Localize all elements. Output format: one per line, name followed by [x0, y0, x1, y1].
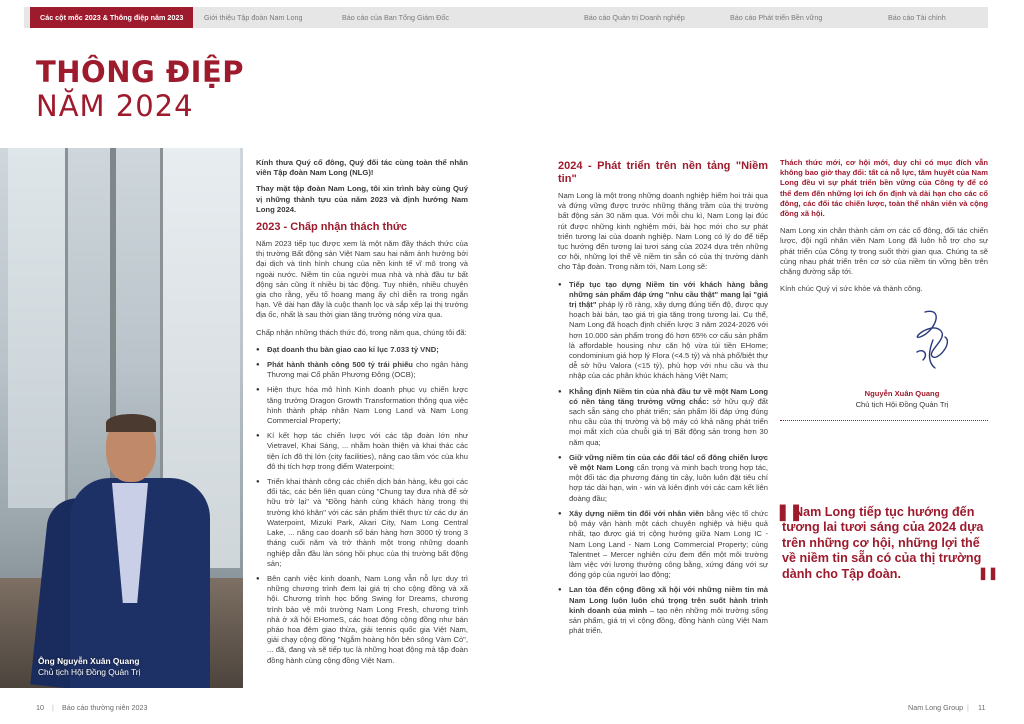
list-item: ● Bên cạnh việc kinh doanh, Nam Long vẫn nỗ lực duy trì những chương trình đem lại giá trị cho cộng đồng và xã hội. Chương trình học bổng Swing for Dreams, chương trình bảo vệ môi trường Nam Long Fresh, chương trình nhà ở xã hội EHomeS, các hoạt động cộng đồng như bán pháo hoa đêm giao thừa, giải tennis quốc gia Việt Nam, giải chạy cộng đồng "Ngắm hoàng hôn bên sông Vàm Cỏ", ... đã, đang và sẽ tiếp tục là những hoạt động mà tập đoàn đồng hành cùng cộng đồng Việt Nam. [256, 574, 468, 666]
footer-left-page-number: 10 [36, 703, 44, 712]
chairman-photo [0, 148, 243, 688]
signature-image [905, 302, 965, 372]
signer-role: Chủ tịch Hội Đồng Quản Trị [855, 400, 949, 409]
nav-item-financial-report[interactable]: Báo cáo Tài chính [888, 13, 946, 22]
list-item: ● Triển khai thành công các chiến dịch bán hàng, kêu gọi các đối tác, các bên liên quan cùng "Chung tay đưa nhà để sở hữu trở lại" và "Đồng hành cùng khách hàng trong thị trường khó khăn" với các sản phẩm thiết thực từ các dự án Waterpoint, Mizuki Park, Akari City, Nam Long Central Lake, ... nâng cao doanh số bán hàng hơn 3000 tỷ trong 3 tháng cuối năm và trở thành một trong những doanh nghiệp dẫn đầu làn sóng hồi phục của thị trường bất động sản; [256, 477, 468, 569]
quote-close-mark: ❚❚ [978, 566, 999, 580]
nav-item-sustainability-report[interactable]: Báo cáo Phát triển Bền vững [730, 13, 823, 22]
paragraph-2023-lead: Chấp nhận những thách thức đó, trong năm qua, chúng tôi đã: [256, 327, 467, 337]
page-title: THÔNG ĐIỆP [36, 55, 245, 89]
column-left [256, 158, 468, 671]
list-item: ● Giữ vững niềm tin của các đối tác/ cổ đông chiến lược về một Nam Long cẩn trọng và minh bạch trong hợp tác, một đối tác địa phương đáng tin cậy, luôn luôn đặt tiêu chí hợp tác dài hạn, win - win và kiên định với các cam kết liên đoàng đầu; [558, 453, 768, 504]
list-item: ● Xây dựng niềm tin đối với nhân viên bằng việc tổ chức bộ máy vận hành một cách chuyên nghiệp và hiệu quả nhất, tạo được giá trị cộng hưởng giữa Nam Long IC - Nam Long Land - Nam Long Commercial Property; cùng Talentnet – Mercer nghiên cứu đem đến một môi trường làm việc với lương thưởng công bằng, xứng đáng với sự đóng góp của người lao động; [558, 509, 768, 580]
paragraph-2024-context: Nam Long là một trong những doanh nghiệp hiếm hoi trải qua và đứng vững được trước những thăng trầm của thị trường bất động sản 30 năm qua. Với mỗi chu kì, Nam Long lại đúc rút được những kinh nghiệm mới, bài học mới cho sự phát triển tương lai của doanh nghiệp. Nam Long có lý do để tiếp tục hướng đến tương lai tươi sáng của 2024 dựa trên những cơ hội, những lợi thế về niềm tin sẵn có của thị trường dành cho Tập đoàn. Trong năm tới, Nam Long sẽ: [558, 191, 768, 272]
signer-block [840, 388, 964, 410]
nav-item-governance-report[interactable]: Báo cáo Quản trị Doanh nghiệp [584, 13, 685, 22]
footer-right-label: Nam Long Group [908, 703, 964, 712]
wishes-paragraph: Kính chúc Quý vị sức khỏe và thành công. [780, 284, 923, 294]
footer-right-page-number: 11 [978, 703, 986, 712]
plans-list [558, 280, 768, 637]
section-heading-2023: 2023 - Chấp nhận thách thức [256, 221, 407, 234]
footer-left-separator: | [52, 703, 54, 712]
list-item: ● Tiếp tục tạo dựng Niềm tin với khách hàng bằng những sản phẩm đáp ứng "nhu cầu thật" mang lại "giá trị thật" pháp lý rõ ràng, xây dựng đúng tiến độ, được quy hoạch bài bản, tạo giá trị gia tăng trong tương lai. Cụ thể, Nam Long đã hoạch định chiến lược 3 năm 2024-2026 với hơn 10.000 sản phẩm trong đó hơn 65% cơ cấu sản phẩm là affordable housing như căn hộ vừa túi tiền EHome; condominium giá hợp lý Flora (<4.5 tỷ) và nhà phố/biệt thự dễ sở hữu Valora (<15 tỷ), phù hợp với nhu cầu và thu nhập của các phân khúc khách hàng Việt Nam; [558, 280, 768, 382]
column-middle [558, 160, 768, 641]
intro-paragraph: Thay mặt tập đoàn Nam Long, tôi xin trình bày cùng Quý vị những thành tựu của năm 2023 và định hướng Nam Long 2024. [256, 184, 468, 214]
list-item: ● Phát hành thành công 500 tỷ trái phiếu cho ngân hàng Thương mại Cổ phần Phương Đông (OCB); [256, 360, 468, 380]
list-item: ● Đạt doanh thu bàn giao cao kỉ lục 7.033 tỷ VND; [256, 345, 468, 355]
photo-caption [38, 656, 140, 678]
quote-open-mark: ❚❚ [776, 502, 803, 521]
pull-quote: Nam Long tiếp tục hướng đến tương lai tươi sáng của 2024 dựa trên những cơ hội, những lợi thế về niềm tin sẵn có của thị trường dành cho Tập đoàn. [782, 505, 984, 581]
list-item: ● Hiện thực hóa mô hình Kinh doanh phục vụ chiến lược tăng trưởng Dragon Growth Transformation thông qua việc hình thành pháp nhân Nam Long Land và Nam Long Commercial Property; [256, 385, 468, 426]
greeting: Kính thưa Quý cổ đông, Quý đối tác cùng toàn thể nhân viên Tập đoàn Nam Long (NLG)! [256, 158, 468, 178]
photo-caption-role: Chủ tịch Hội Đồng Quản Trị [38, 667, 141, 677]
nav-item-introduction[interactable]: Giới thiệu Tập đoàn Nam Long [204, 13, 303, 22]
nav-item-milestones[interactable]: Các cột mốc 2023 & Thông điệp năm 2023 [30, 7, 193, 28]
footer-right-separator: | [967, 703, 969, 712]
section-heading-2024: 2024 - Phát triển trên nền tảng "Niềm tin" [558, 160, 768, 185]
paragraph-2023-context: Năm 2023 tiếp tục được xem là một năm đầy thách thức của thị trường Bất động sản Việt Nam sau hai năm ảnh hưởng bởi đại dịch và tình hình chung của nền kinh tế vĩ mô trong và ngoài nước. Niềm tin của người mua nhà và nhà đầu tư bất động sản cũng ít nhiều bị tác động. Tuy nhiên, nhiều chuyên gia cho rằng, yếu tố hoang mang ấy chỉ diễn ra trong ngắn hạn. Về dài hạn đây là cuộc thanh lọc và sắp xếp lại thị trường địa ốc, nhất là sau thời gian tăng trưởng nóng vừa qua. [256, 239, 468, 320]
nav-item-management-report[interactable]: Báo cáo của Ban Tổng Giám Đốc [342, 13, 449, 22]
photo-caption-name: Ông Nguyễn Xuân Quang [38, 656, 140, 666]
divider [780, 420, 988, 421]
closing-lead: Thách thức mới, cơ hội mới, duy chỉ có mục đích vẫn không bao giờ thay đổi: tất cả nỗ lực, tâm huyết của Nam Long đều vì sự phát triển bền vững của Công ty để có thể đem đến những lợi ích ổn định và dài hạn cho các cổ đông, các đối tác chiến lược, toàn thể nhân viên và cộng đồng xã hội. [780, 158, 988, 219]
footer-left-label: Báo cáo thường niên 2023 [62, 703, 148, 712]
list-item: ● Lan tỏa đến cộng đồng xã hội với những niềm tin mà Nam Long luôn luôn chú trọng trên suốt hành trình kinh doanh của mình – tạo nên những môi trường sống sản phẩm, giá trị vì cộng đồng, đồng hành cùng Việt Nam phát triển. [558, 585, 768, 636]
signer-name: Nguyễn Xuân Quang [864, 389, 940, 398]
thanks-paragraph: Nam Long xin chân thành cảm ơn các cổ đông, đối tác chiến lược, đội ngũ nhân viên Nam Long đã luôn hỗ trợ cho sự phát triển của Công ty trong suốt thời gian qua. Chúng ta sẽ cùng nhau phát triển trên cơ sở của niềm tin vững bền trên chặng đường sắp tới. [780, 226, 988, 277]
top-navigation [24, 7, 988, 28]
page-subtitle: NĂM 2024 [36, 89, 194, 123]
list-item: ● Khẳng định Niềm tin của nhà đầu tư về một Nam Long có nền tảng tăng trưởng vững chắc: sở hữu quỹ đất sạch sẵn sàng cho phát triển; sản phẩm lõi đáp ứng đúng nhu cầu của thị trường và bộ máy có khả năng phát triển mọi mắt xích của chuỗi giá trị Bất động sản trong hơn 30 năm qua; [558, 387, 768, 448]
column-right [780, 158, 988, 301]
list-item: ● Kí kết hợp tác chiến lược với các tập đoàn lớn như Vietravel, Khai Sáng, ... nhằm hoàn thiện và khai thác các tiện ích đô thị lớn (city facilities), nâng cao tầm vóc của khu đô thị tích hợp trong điểm Waterpoint; [256, 431, 468, 472]
achievements-list [256, 345, 468, 666]
